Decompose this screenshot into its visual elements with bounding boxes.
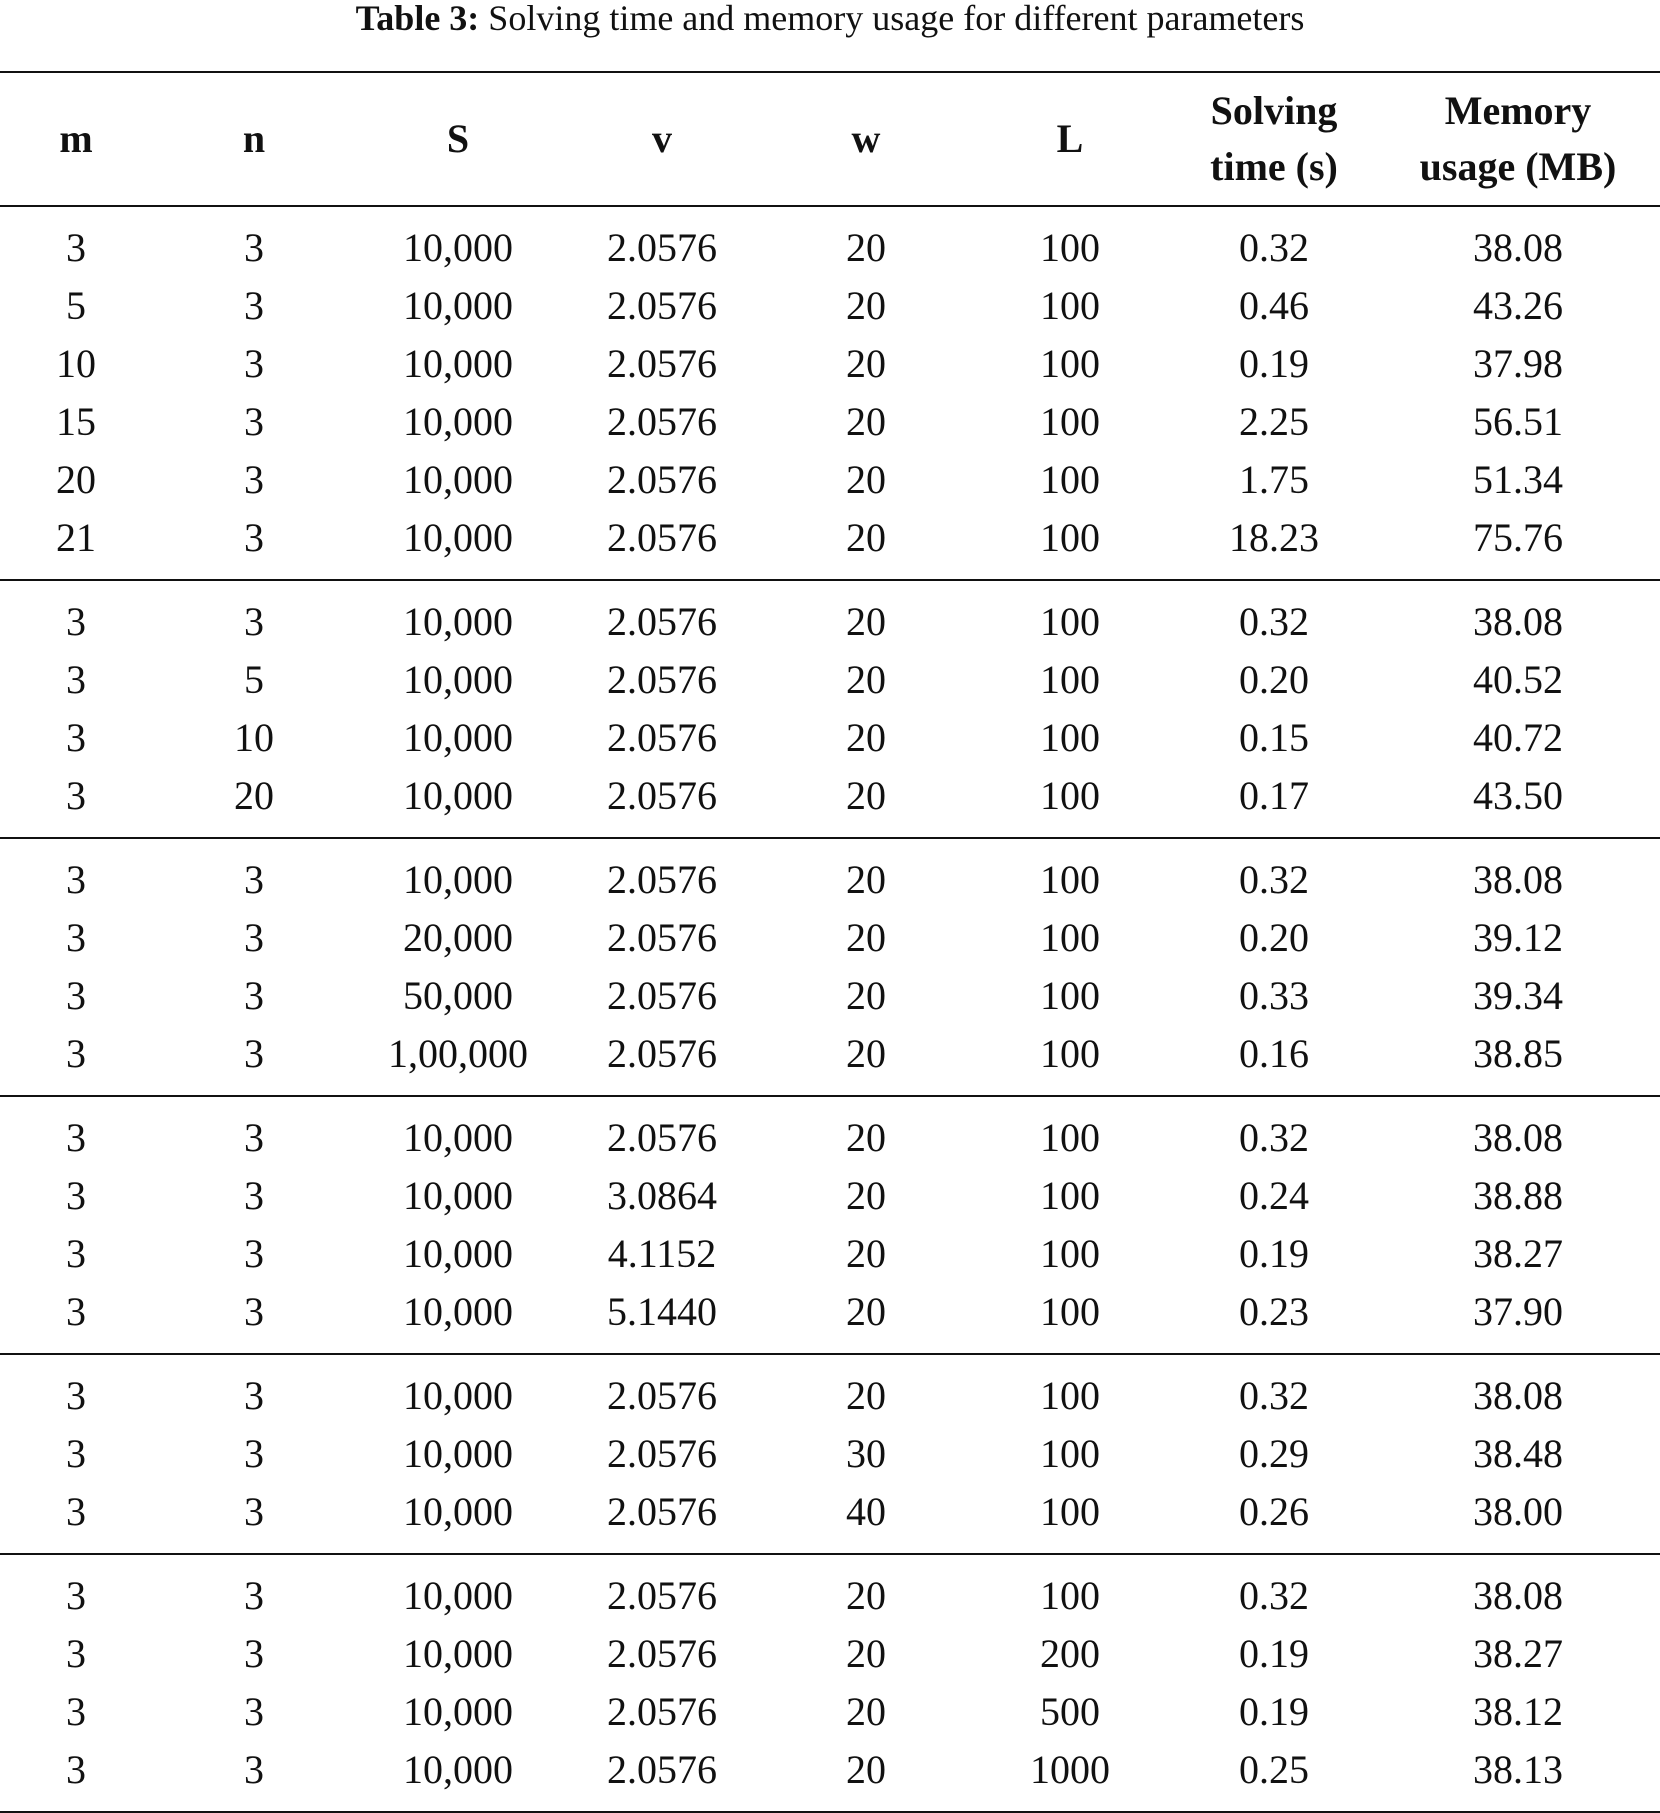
- cell-w: 20: [846, 915, 886, 960]
- cell-m: 3: [66, 1173, 86, 1218]
- cell-memory-usage: 38.13: [1473, 1747, 1563, 1792]
- cell-l: 100: [1040, 1173, 1100, 1218]
- table-row: [0, 1096, 1660, 1167]
- cell-n: 3: [244, 1747, 264, 1792]
- cell-s: 10,000: [403, 1231, 513, 1276]
- cell-m: 3: [66, 1231, 86, 1276]
- cell-v: 3.0864: [607, 1173, 717, 1218]
- cell-s: 10,000: [403, 1689, 513, 1734]
- cell-n: 20: [234, 773, 274, 818]
- cell-solving-time: 1.75: [1239, 457, 1309, 502]
- cell-n: 3: [244, 457, 264, 502]
- table-row: [0, 838, 1660, 909]
- cell-l: 100: [1040, 973, 1100, 1018]
- cell-w: 20: [846, 715, 886, 760]
- cell-n: 3: [244, 1115, 264, 1160]
- column-header-memory-usage: [1376, 72, 1660, 206]
- cell-l: 100: [1040, 457, 1100, 502]
- column-header-text: Solving: [1210, 88, 1338, 133]
- table-row: [0, 1483, 1660, 1554]
- cell-v: 4.1152: [607, 1231, 717, 1276]
- cell-solving-time: 0.26: [1239, 1489, 1309, 1534]
- cell-m: 5: [66, 283, 86, 328]
- table-row: [0, 335, 1660, 393]
- column-header-n: [152, 72, 356, 206]
- cell-memory-usage: 38.08: [1473, 225, 1563, 270]
- cell-l: 100: [1040, 1431, 1100, 1476]
- cell-l: 100: [1040, 773, 1100, 818]
- table-header: [0, 72, 1660, 206]
- cell-memory-usage: 38.08: [1473, 1573, 1563, 1618]
- table-row: [0, 206, 1660, 277]
- cell-solving-time: 0.20: [1239, 657, 1309, 702]
- cell-v: 2.0576: [607, 1747, 717, 1792]
- cell-n: 3: [244, 1231, 264, 1276]
- cell-solving-time: 0.32: [1239, 1573, 1309, 1618]
- cell-memory-usage: 37.98: [1473, 341, 1563, 386]
- row-group: [0, 1554, 1660, 1812]
- table-row: [0, 1554, 1660, 1625]
- cell-w: 20: [846, 657, 886, 702]
- cell-memory-usage: 38.88: [1473, 1173, 1563, 1218]
- results-table: [0, 71, 1660, 1813]
- cell-v: 2.0576: [607, 715, 717, 760]
- cell-v: 2.0576: [607, 1631, 717, 1676]
- cell-w: 20: [846, 457, 886, 502]
- column-header-text: v: [652, 116, 672, 161]
- cell-s: 10,000: [403, 773, 513, 818]
- cell-s: 10,000: [403, 1289, 513, 1334]
- cell-memory-usage: 38.08: [1473, 1373, 1563, 1418]
- cell-n: 3: [244, 341, 264, 386]
- column-header-v: [560, 72, 764, 206]
- cell-m: 3: [66, 1631, 86, 1676]
- cell-m: 3: [66, 225, 86, 270]
- cell-memory-usage: 38.27: [1473, 1231, 1563, 1276]
- cell-solving-time: 0.32: [1239, 857, 1309, 902]
- column-header-w: [764, 72, 968, 206]
- cell-m: 3: [66, 973, 86, 1018]
- cell-memory-usage: 56.51: [1473, 399, 1563, 444]
- cell-solving-time: 0.32: [1239, 1373, 1309, 1418]
- table-row: [0, 1025, 1660, 1096]
- cell-l: 100: [1040, 1373, 1100, 1418]
- cell-s: 10,000: [403, 1573, 513, 1618]
- table-row: [0, 1354, 1660, 1425]
- table-row: [0, 1625, 1660, 1683]
- cell-n: 3: [244, 857, 264, 902]
- cell-m: 20: [56, 457, 96, 502]
- cell-s: 10,000: [403, 225, 513, 270]
- cell-w: 40: [846, 1489, 886, 1534]
- cell-n: 3: [244, 1373, 264, 1418]
- table-row: [0, 451, 1660, 509]
- cell-solving-time: 0.32: [1239, 599, 1309, 644]
- cell-v: 2.0576: [607, 973, 717, 1018]
- cell-w: 20: [846, 1173, 886, 1218]
- cell-m: 3: [66, 1747, 86, 1792]
- cell-m: 10: [56, 341, 96, 386]
- cell-m: 3: [66, 1573, 86, 1618]
- cell-v: 2.0576: [607, 773, 717, 818]
- cell-v: 2.0576: [607, 399, 717, 444]
- table-caption-label: Table 3:: [355, 0, 480, 38]
- table-row: [0, 1167, 1660, 1225]
- cell-l: 100: [1040, 399, 1100, 444]
- cell-memory-usage: 38.08: [1473, 599, 1563, 644]
- cell-w: 20: [846, 1689, 886, 1734]
- cell-v: 2.0576: [607, 1689, 717, 1734]
- cell-m: 3: [66, 1373, 86, 1418]
- cell-l: 100: [1040, 225, 1100, 270]
- cell-memory-usage: 40.72: [1473, 715, 1563, 760]
- cell-solving-time: 0.19: [1239, 1231, 1309, 1276]
- cell-memory-usage: 39.12: [1473, 915, 1563, 960]
- cell-l: 100: [1040, 515, 1100, 560]
- cell-solving-time: 0.32: [1239, 225, 1309, 270]
- cell-n: 3: [244, 1573, 264, 1618]
- table-row: [0, 709, 1660, 767]
- cell-l: 100: [1040, 715, 1100, 760]
- cell-w: 20: [846, 225, 886, 270]
- table-row: [0, 909, 1660, 967]
- cell-n: 3: [244, 1689, 264, 1734]
- cell-w: 20: [846, 773, 886, 818]
- cell-n: 3: [244, 283, 264, 328]
- table-row: [0, 509, 1660, 580]
- table-row: [0, 651, 1660, 709]
- cell-n: 3: [244, 915, 264, 960]
- cell-solving-time: 0.17: [1239, 773, 1309, 818]
- cell-s: 10,000: [403, 1631, 513, 1676]
- cell-solving-time: 0.16: [1239, 1031, 1309, 1076]
- cell-memory-usage: 38.00: [1473, 1489, 1563, 1534]
- cell-n: 3: [244, 1173, 264, 1218]
- cell-solving-time: 0.32: [1239, 1115, 1309, 1160]
- cell-m: 15: [56, 399, 96, 444]
- cell-memory-usage: 37.90: [1473, 1289, 1563, 1334]
- column-header-text: n: [242, 116, 266, 161]
- cell-solving-time: 0.15: [1239, 715, 1309, 760]
- table-caption-text: Solving time and memory usage for different parameters: [488, 0, 1305, 38]
- cell-s: 10,000: [403, 1489, 513, 1534]
- cell-v: 2.0576: [607, 1031, 717, 1076]
- column-header-text: S: [446, 116, 470, 161]
- cell-memory-usage: 38.12: [1473, 1689, 1563, 1734]
- column-header-text: w: [851, 116, 881, 161]
- cell-w: 30: [846, 1431, 886, 1476]
- cell-w: 20: [846, 1631, 886, 1676]
- cell-w: 20: [846, 341, 886, 386]
- cell-solving-time: 0.23: [1239, 1289, 1309, 1334]
- cell-v: 2.0576: [607, 515, 717, 560]
- cell-l: 100: [1040, 341, 1100, 386]
- cell-memory-usage: 38.48: [1473, 1431, 1563, 1476]
- cell-m: 3: [66, 1031, 86, 1076]
- cell-w: 20: [846, 857, 886, 902]
- cell-v: 2.0576: [607, 1489, 717, 1534]
- cell-s: 10,000: [403, 599, 513, 644]
- cell-memory-usage: 39.34: [1473, 973, 1563, 1018]
- cell-v: 2.0576: [607, 341, 717, 386]
- column-header-m: [0, 72, 152, 206]
- row-group: [0, 580, 1660, 838]
- cell-solving-time: 0.19: [1239, 341, 1309, 386]
- cell-m: 3: [66, 1431, 86, 1476]
- cell-s: 10,000: [403, 657, 513, 702]
- cell-s: 1,00,000: [388, 1031, 528, 1076]
- cell-solving-time: 0.46: [1239, 283, 1309, 328]
- table-row: [0, 393, 1660, 451]
- cell-v: 2.0576: [607, 225, 717, 270]
- cell-v: 2.0576: [607, 283, 717, 328]
- cell-w: 20: [846, 1289, 886, 1334]
- cell-solving-time: 0.19: [1239, 1631, 1309, 1676]
- cell-s: 10,000: [403, 857, 513, 902]
- cell-s: 10,000: [403, 1115, 513, 1160]
- cell-w: 20: [846, 283, 886, 328]
- cell-solving-time: 0.25: [1239, 1747, 1309, 1792]
- row-group: [0, 1096, 1660, 1354]
- table-row: [0, 767, 1660, 838]
- cell-memory-usage: 43.50: [1473, 773, 1563, 818]
- cell-memory-usage: 38.85: [1473, 1031, 1563, 1076]
- cell-v: 2.0576: [607, 657, 717, 702]
- table-row: [0, 967, 1660, 1025]
- cell-memory-usage: 38.08: [1473, 857, 1563, 902]
- column-header-text: m: [59, 116, 93, 161]
- table-row: [0, 1425, 1660, 1483]
- column-header-text: usage (MB): [1419, 144, 1617, 189]
- cell-memory-usage: 40.52: [1473, 657, 1563, 702]
- cell-v: 2.0576: [607, 915, 717, 960]
- cell-l: 1000: [1030, 1747, 1110, 1792]
- column-header-s: [356, 72, 560, 206]
- cell-m: 3: [66, 715, 86, 760]
- cell-v: 5.1440: [607, 1289, 717, 1334]
- column-header-solving-time: [1172, 72, 1376, 206]
- cell-n: 3: [244, 1289, 264, 1334]
- cell-n: 3: [244, 399, 264, 444]
- cell-solving-time: 0.33: [1239, 973, 1309, 1018]
- cell-l: 100: [1040, 599, 1100, 644]
- cell-v: 2.0576: [607, 857, 717, 902]
- cell-w: 20: [846, 973, 886, 1018]
- cell-s: 10,000: [403, 1747, 513, 1792]
- table-row: [0, 1683, 1660, 1741]
- cell-s: 10,000: [403, 457, 513, 502]
- cell-l: 100: [1040, 1115, 1100, 1160]
- cell-memory-usage: 43.26: [1473, 283, 1563, 328]
- row-group: [0, 1354, 1660, 1554]
- cell-l: 100: [1040, 1031, 1100, 1076]
- header-row: [0, 72, 1660, 206]
- cell-w: 20: [846, 1747, 886, 1792]
- column-header-text: L: [1056, 116, 1084, 161]
- cell-m: 3: [66, 599, 86, 644]
- cell-s: 20,000: [403, 915, 513, 960]
- cell-v: 2.0576: [607, 1573, 717, 1618]
- cell-w: 20: [846, 399, 886, 444]
- cell-memory-usage: 51.34: [1473, 457, 1563, 502]
- cell-w: 20: [846, 1031, 886, 1076]
- cell-solving-time: 0.29: [1239, 1431, 1309, 1476]
- cell-s: 10,000: [403, 515, 513, 560]
- cell-n: 3: [244, 599, 264, 644]
- cell-m: 3: [66, 1489, 86, 1534]
- cell-s: 10,000: [403, 715, 513, 760]
- cell-l: 500: [1040, 1689, 1100, 1734]
- cell-n: 3: [244, 973, 264, 1018]
- cell-solving-time: 0.19: [1239, 1689, 1309, 1734]
- cell-l: 100: [1040, 1573, 1100, 1618]
- cell-m: 3: [66, 1289, 86, 1334]
- cell-memory-usage: 38.27: [1473, 1631, 1563, 1676]
- table-row: [0, 277, 1660, 335]
- cell-m: 3: [66, 857, 86, 902]
- column-header-text: time (s): [1210, 144, 1338, 189]
- cell-w: 20: [846, 599, 886, 644]
- cell-s: 10,000: [403, 399, 513, 444]
- cell-m: 21: [56, 515, 96, 560]
- cell-w: 20: [846, 1373, 886, 1418]
- cell-n: 3: [244, 1631, 264, 1676]
- cell-s: 10,000: [403, 1373, 513, 1418]
- column-header-l: [968, 72, 1172, 206]
- cell-m: 3: [66, 657, 86, 702]
- table-row: [0, 1225, 1660, 1283]
- row-group: [0, 206, 1660, 580]
- cell-n: 10: [234, 715, 274, 760]
- cell-m: 3: [66, 915, 86, 960]
- cell-m: 3: [66, 1689, 86, 1734]
- cell-s: 10,000: [403, 341, 513, 386]
- cell-l: 100: [1040, 1289, 1100, 1334]
- cell-w: 20: [846, 1115, 886, 1160]
- cell-l: 200: [1040, 1631, 1100, 1676]
- cell-memory-usage: 75.76: [1473, 515, 1563, 560]
- table-row: [0, 1283, 1660, 1354]
- cell-solving-time: 0.20: [1239, 915, 1309, 960]
- cell-v: 2.0576: [607, 1431, 717, 1476]
- cell-v: 2.0576: [607, 599, 717, 644]
- cell-n: 3: [244, 1031, 264, 1076]
- cell-s: 10,000: [403, 283, 513, 328]
- cell-solving-time: 2.25: [1239, 399, 1309, 444]
- cell-n: 3: [244, 225, 264, 270]
- column-header-text: Memory: [1444, 88, 1592, 133]
- cell-v: 2.0576: [607, 457, 717, 502]
- cell-v: 2.0576: [607, 1373, 717, 1418]
- cell-l: 100: [1040, 857, 1100, 902]
- table-row: [0, 1741, 1660, 1812]
- cell-n: 3: [244, 515, 264, 560]
- cell-s: 50,000: [403, 973, 513, 1018]
- cell-m: 3: [66, 1115, 86, 1160]
- cell-n: 3: [244, 1489, 264, 1534]
- cell-n: 5: [244, 657, 264, 702]
- cell-solving-time: 18.23: [1229, 515, 1319, 560]
- cell-v: 2.0576: [607, 1115, 717, 1160]
- cell-l: 100: [1040, 657, 1100, 702]
- cell-l: 100: [1040, 1231, 1100, 1276]
- cell-w: 20: [846, 1573, 886, 1618]
- cell-s: 10,000: [403, 1173, 513, 1218]
- cell-s: 10,000: [403, 1431, 513, 1476]
- cell-solving-time: 0.24: [1239, 1173, 1309, 1218]
- row-group: [0, 838, 1660, 1096]
- cell-memory-usage: 38.08: [1473, 1115, 1563, 1160]
- table-caption: [0, 0, 1660, 40]
- cell-w: 20: [846, 515, 886, 560]
- cell-w: 20: [846, 1231, 886, 1276]
- cell-l: 100: [1040, 915, 1100, 960]
- cell-m: 3: [66, 773, 86, 818]
- cell-l: 100: [1040, 283, 1100, 328]
- cell-l: 100: [1040, 1489, 1100, 1534]
- cell-n: 3: [244, 1431, 264, 1476]
- table-row: [0, 580, 1660, 651]
